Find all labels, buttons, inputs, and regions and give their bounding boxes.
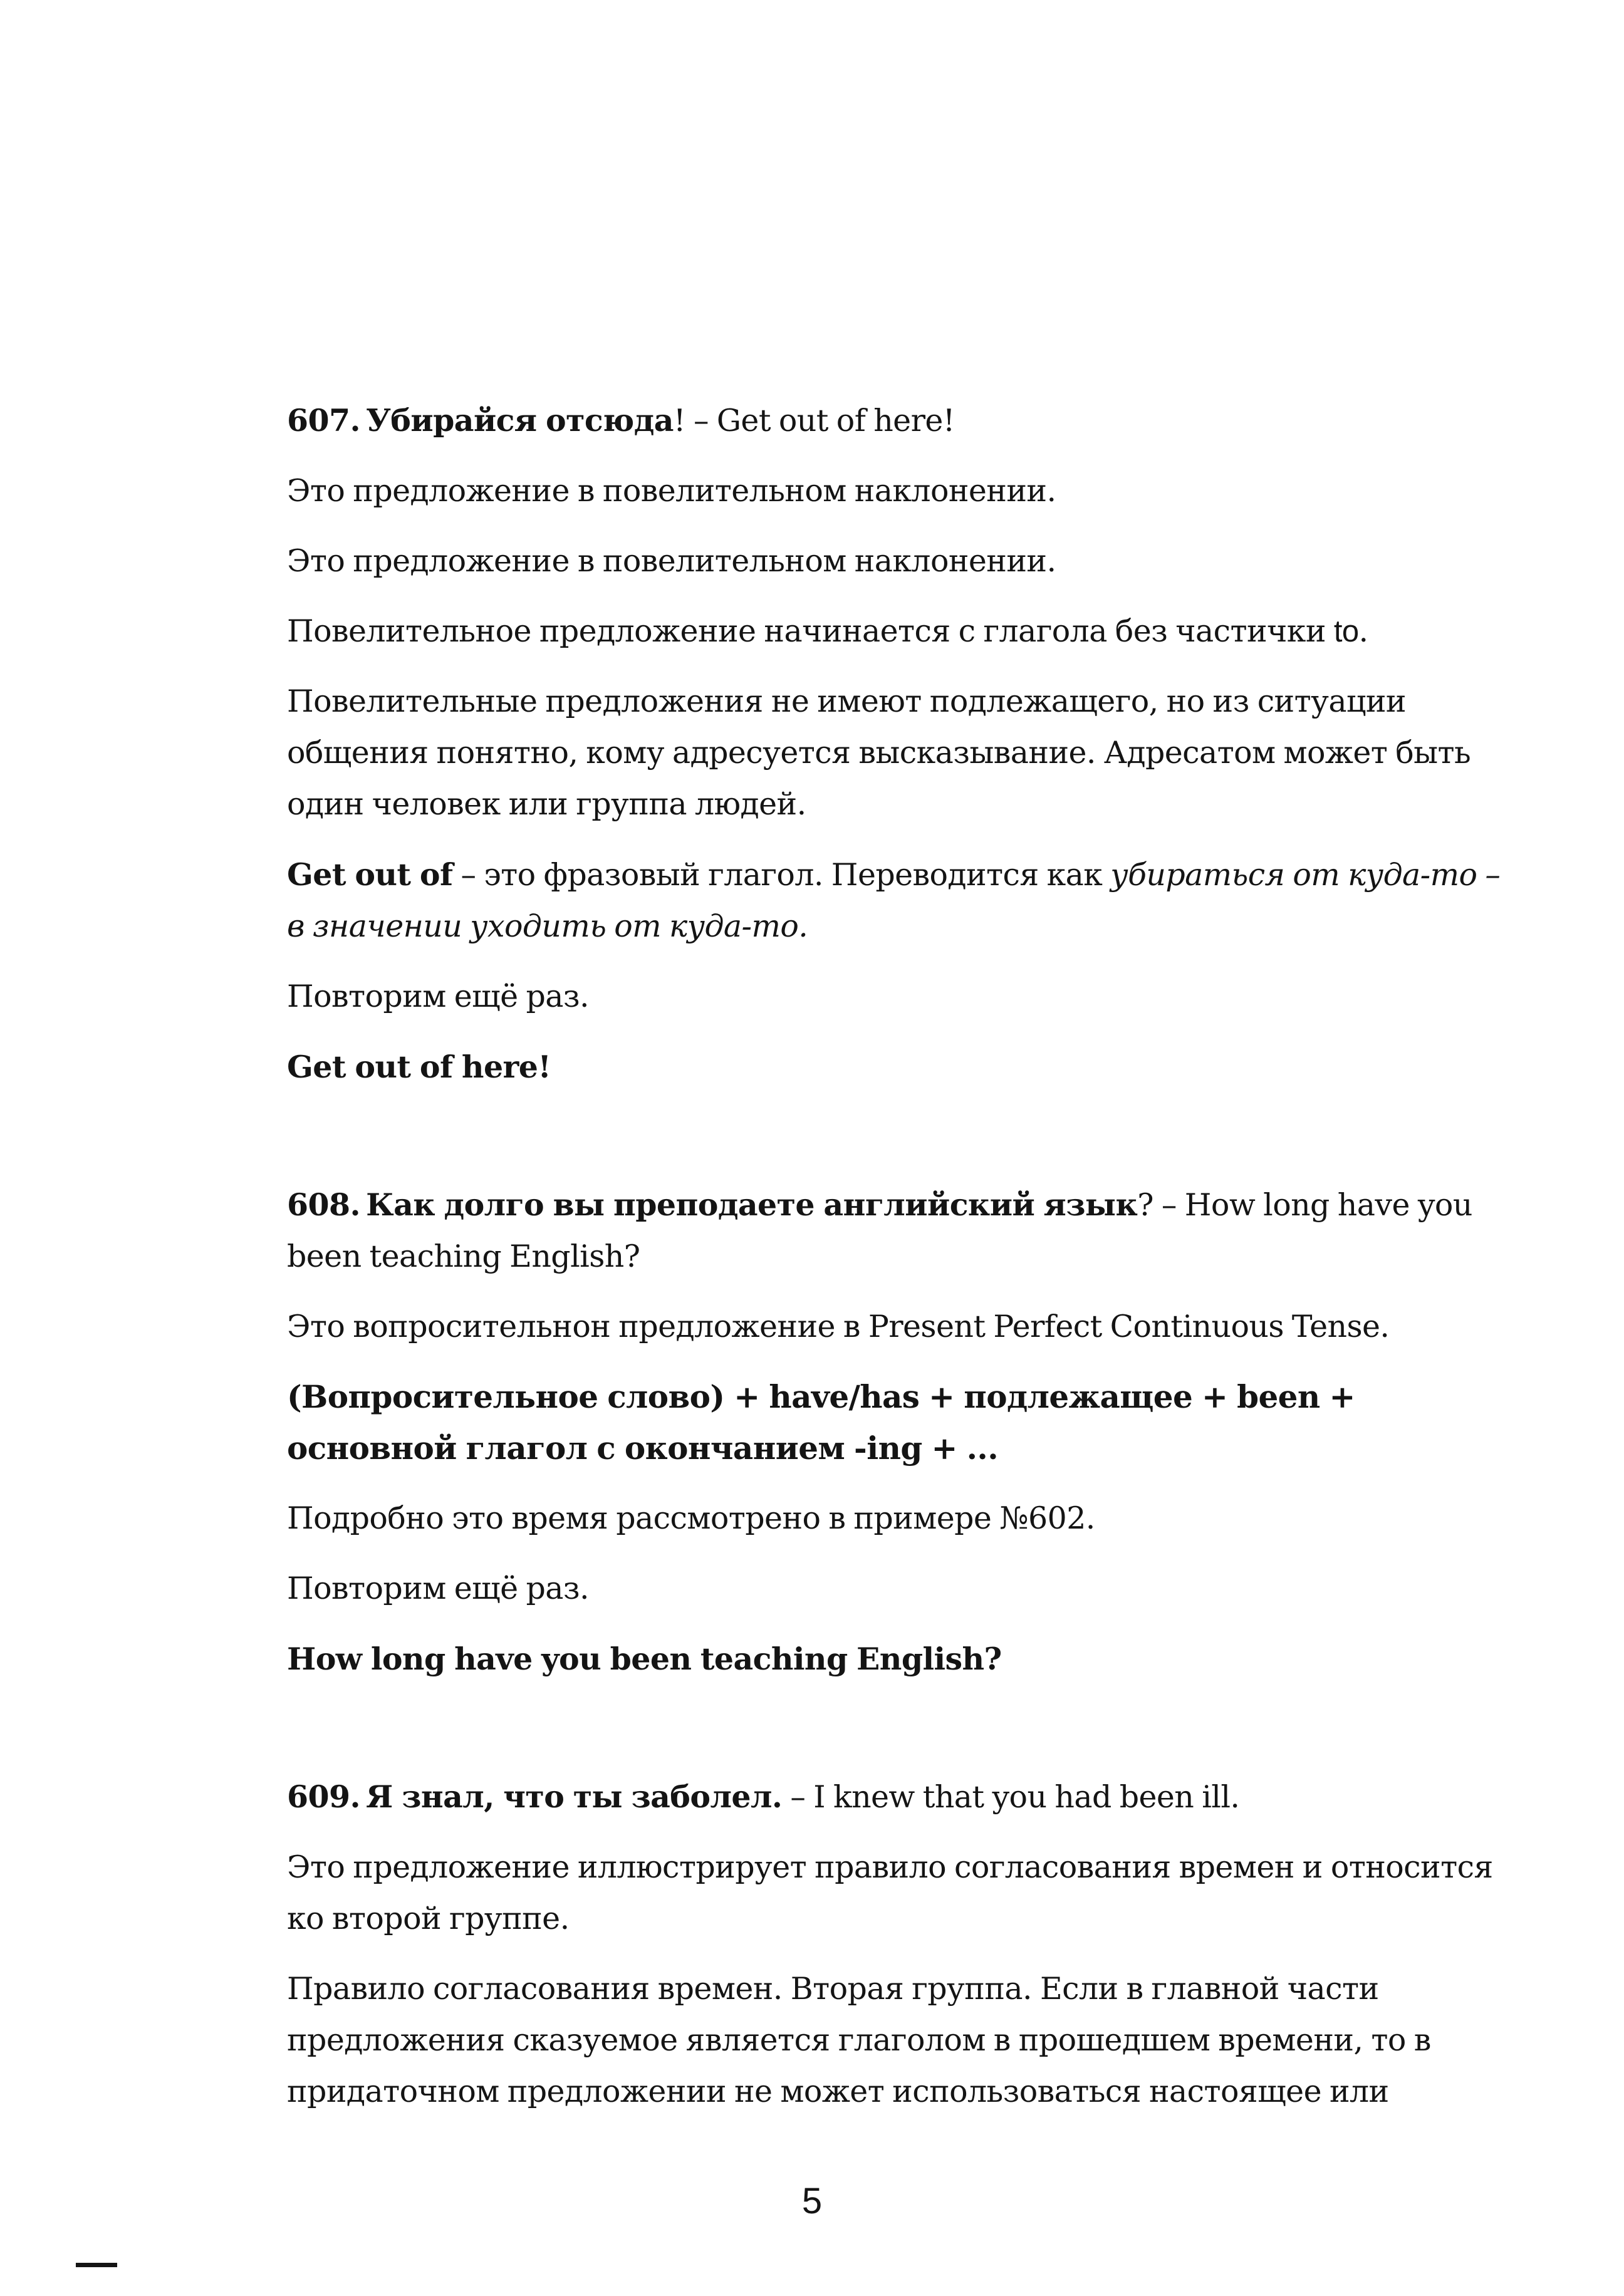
- grammar-formula: (Вопросительное слово) + have/has + подлежащее + been + основной глагол с окончанием -ing + ...: [287, 1378, 1355, 1467]
- example-607: [287, 395, 1509, 1093]
- keyword: to: [1333, 615, 1359, 648]
- repeat-line: Повторим ещё раз.: [287, 1571, 589, 1606]
- corner-dash-mark: [76, 2263, 117, 2267]
- russian-sentence: Убирайся отсюда: [366, 402, 674, 439]
- paragraph: [287, 849, 1509, 952]
- paragraph: Это предложение иллюстрирует правило согласования времен и относится ко второй группе.: [287, 1849, 1493, 1936]
- repeat-line: Повторим ещё раз.: [287, 979, 589, 1014]
- paragraph: [287, 606, 1509, 657]
- example-heading: [287, 395, 1509, 447]
- paragraph: Повелительные предложения не имеют подлежащего, но из ситуации общения понятно, кому адресуется высказывание. Адресатом может быть один человек или группа людей.: [287, 683, 1471, 822]
- example-number: 607.: [287, 402, 360, 439]
- final-english-sentence: How long have you been teaching English?: [287, 1641, 1002, 1677]
- final-english-sentence: Get out of here!: [287, 1049, 551, 1085]
- russian-sentence: Я знал, что ты заболел.: [366, 1779, 783, 1815]
- english-sentence: Get out of here!: [716, 403, 955, 439]
- paragraph: Подробно это время рассмотрено в примере №602.: [287, 1500, 1095, 1536]
- heading-separator: ! –: [673, 403, 717, 439]
- paragraph-text: – это фразовый глагол. Переводится как: [452, 857, 1111, 893]
- paragraph: Это предложение в повелительном наклонении.: [287, 473, 1056, 509]
- paragraph-text-end: .: [1358, 613, 1368, 649]
- example-number: 608.: [287, 1187, 360, 1223]
- example-609: [287, 1771, 1509, 2117]
- translation-italic: убираться от куда-то – в значении уходить от куда-то.: [287, 857, 1501, 944]
- russian-sentence: Как долго вы преподаете английский язык: [366, 1187, 1138, 1223]
- paragraph: Это предложение в повелительном наклонении.: [287, 543, 1056, 579]
- heading-separator: ? –: [1137, 1187, 1185, 1223]
- example-heading: [287, 1771, 1509, 1823]
- page-number: 5: [801, 2181, 823, 2221]
- document-page: [287, 395, 1509, 2136]
- paragraph-text: Повелительное предложение начинается с глагола без частички: [287, 613, 1334, 649]
- english-sentence: How long have you been teaching English?: [287, 1187, 1472, 1274]
- english-sentence: I knew that you had been ill.: [813, 1779, 1240, 1815]
- heading-separator: –: [782, 1779, 814, 1815]
- paragraph: Правило согласования времен. Вторая группа. Если в главной части предложения сказуемое является глаголом в прошедшем времени, то в придаточном предложении не может использоваться настоящее или: [287, 1971, 1431, 2109]
- example-heading: [287, 1179, 1509, 1282]
- example-number: 609.: [287, 1779, 360, 1815]
- paragraph: Это вопросительнон предложение в Present Perfect Continuous Tense.: [287, 1309, 1390, 1344]
- example-608: [287, 1179, 1509, 1685]
- phrasal-verb: Get out of: [287, 856, 453, 893]
